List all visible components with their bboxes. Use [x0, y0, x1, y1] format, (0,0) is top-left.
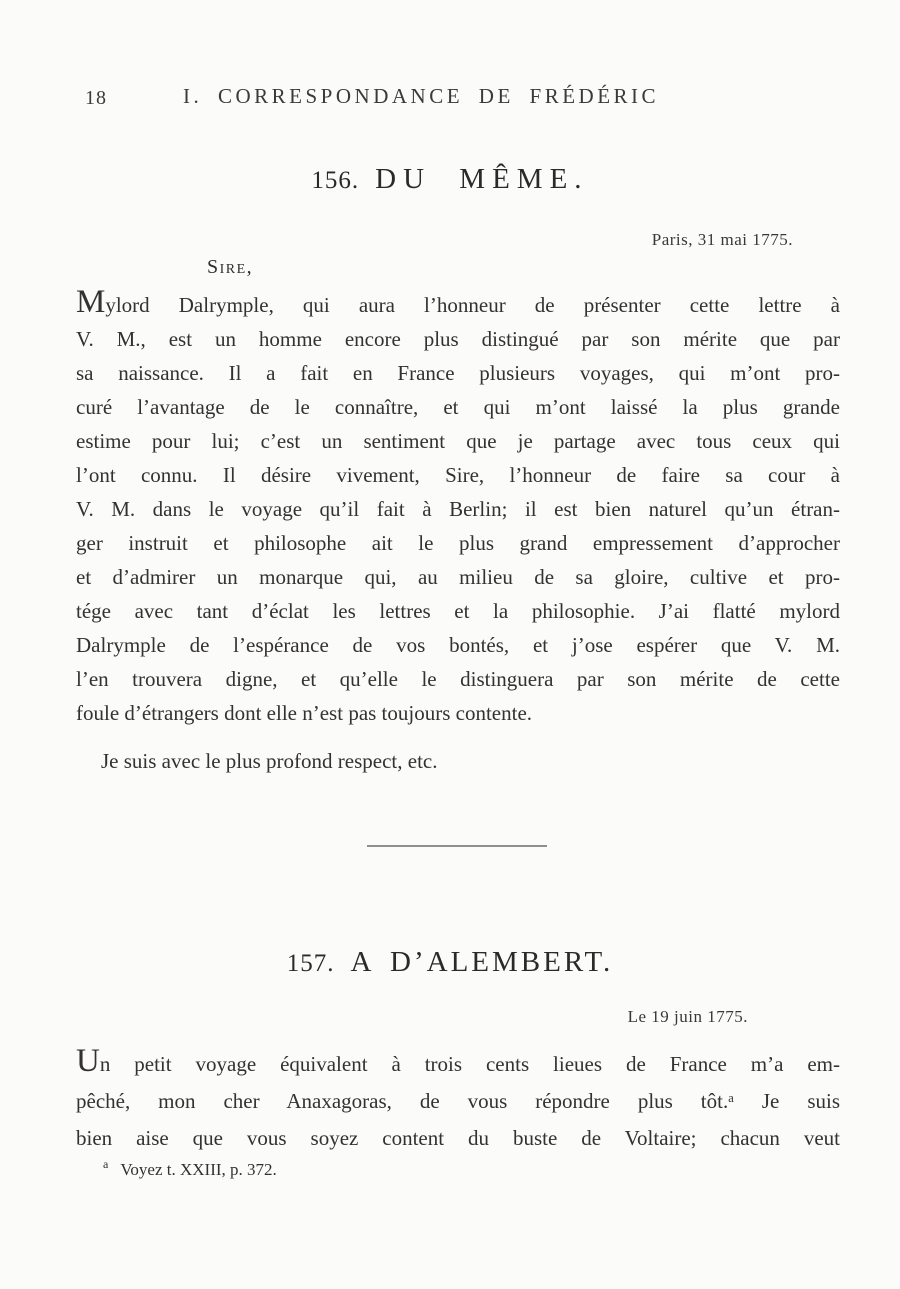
letter-157-heading	[0, 946, 900, 979]
letter-body	[76, 284, 840, 778]
running-title: I. CORRESPONDANCE DE FRÉDÉRIC	[183, 84, 660, 108]
letter-number: 156.	[311, 167, 360, 194]
letter-number: 157.	[286, 950, 335, 977]
page-number: 18	[85, 87, 107, 109]
text-line	[76, 1043, 840, 1083]
text-line	[76, 284, 840, 322]
initial-capital: U	[76, 1043, 100, 1079]
text-line: Dalrymple de l’espérance de vos bontés, et j’ose espérer que V. M.	[76, 633, 840, 657]
text-lines	[76, 322, 840, 730]
text-line: curé l’avantage de le connaître, et qui m’ont laissé la plus grande	[76, 395, 840, 419]
letter-156-heading	[0, 163, 900, 196]
text-line: l’en trouvera digne, et qu’elle le distinguera par son mérite de cette	[76, 667, 840, 691]
letter-title: DU MÊME.	[375, 163, 589, 195]
text-line: ger instruit et philosophe ait le plus grand empressement d’approcher	[76, 531, 840, 555]
footnote-marker: a	[103, 1157, 109, 1172]
letter-body	[76, 1043, 840, 1157]
footnote	[103, 1157, 277, 1180]
salutation: Sire,	[207, 256, 254, 278]
text-line: bien aise que vous soyez content du buste de Voltaire; chacun veut	[76, 1126, 840, 1150]
text-run: n petit voyage équivalent à trois cents lieues de France m’a em-	[99, 1052, 840, 1076]
text-lines	[76, 1083, 840, 1157]
dateline: Paris, 31 mai 1775.	[651, 230, 793, 249]
text-line: tége avec tant d’éclat les lettres et la philosophie. J’ai flatté mylord	[76, 599, 840, 623]
text-line: pêché, mon cher Anaxagoras, de vous répondre plus tôt.ᵃ Je suis	[76, 1089, 840, 1113]
text-line: foule d’étrangers dont elle n’est pas toujours contente.	[76, 701, 533, 725]
footnote-text: Voyez t. XXIII, p. 372.	[120, 1160, 277, 1179]
initial-capital: M	[76, 284, 106, 320]
text-line: V. M., est un homme encore plus distingué par son mérite que par	[76, 327, 840, 351]
text-run: ylord Dalrymple, qui aura l’honneur de présenter cette lettre à	[105, 293, 840, 317]
closing-line: Je suis avec le plus profond respect, etc.	[101, 749, 438, 773]
text-line: estime pour lui; c’est un sentiment que je partage avec tous ceux qui	[76, 429, 840, 453]
text-line: l’ont connu. Il désire vivement, Sire, l’honneur de faire sa cour à	[76, 463, 840, 487]
text-line: V. M. dans le voyage qu’il fait à Berlin; il est bien naturel qu’un étran-	[76, 497, 840, 521]
letter-title: A D’ALEMBERT.	[350, 946, 614, 978]
text-line: et d’admirer un monarque qui, au milieu de sa gloire, cultive et pro-	[76, 565, 840, 589]
section-divider	[367, 845, 547, 847]
running-head	[0, 84, 900, 114]
text-line: sa naissance. Il a fait en France plusieurs voyages, qui m’ont pro-	[76, 361, 840, 385]
dateline: Le 19 juin 1775.	[627, 1007, 748, 1026]
